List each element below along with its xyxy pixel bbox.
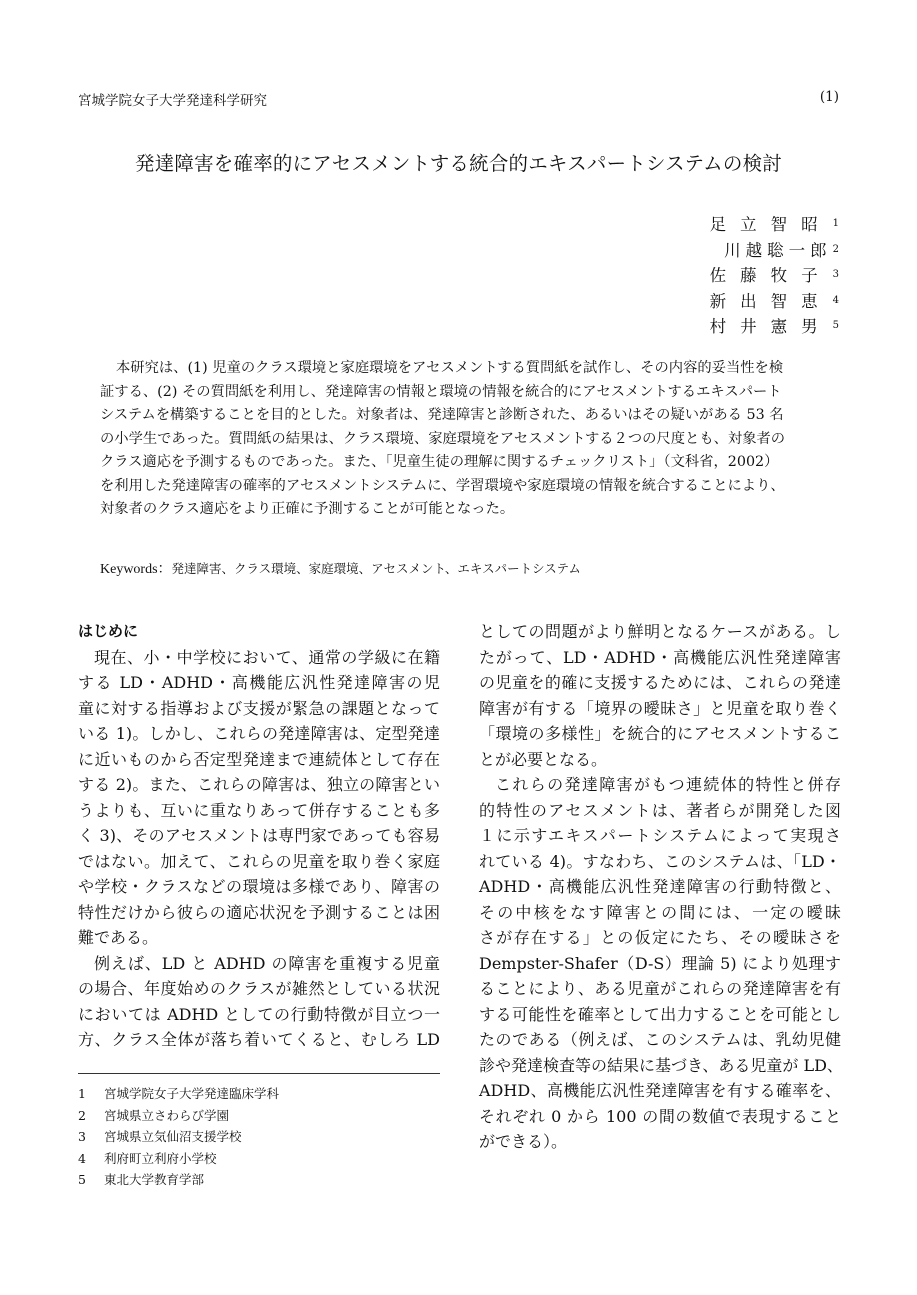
footnote-number: 4	[78, 1150, 86, 1166]
abstract-line: の小学生であった。質問紙の結果は、クラス環境、家庭環境をアセスメントする２つの尺度とも、対象者の	[100, 430, 786, 447]
footnote-text: 利府町立利府小学校	[104, 1150, 217, 1166]
footnotes	[78, 1083, 279, 1191]
body-line: する 2)。また、これらの障害は、独立の障害とい	[78, 775, 440, 794]
body-line: の場合、年度始めのクラスが雑然としている状況	[78, 979, 440, 998]
footnote-number: 3	[78, 1129, 86, 1144]
footnote	[78, 1083, 279, 1105]
body-line: これらの発達障害がもつ連続体的特性と併存	[495, 775, 841, 794]
body-line: 例えば、LD と ADHD の障害を重複する児童	[94, 953, 440, 973]
page-number: (1)	[819, 89, 839, 105]
body-column-left	[78, 619, 440, 1053]
footnote	[78, 1169, 279, 1191]
body-line: としての問題がより鮮明となるケースがある。し	[479, 622, 841, 641]
body-line: 難である。	[78, 928, 159, 947]
body-line: 障害が有する「境界の曖昧さ」と児童を取り巻く	[479, 698, 841, 718]
body-line: の児童を的確に支援するためには、これらの発達	[479, 673, 841, 692]
body-line: ができる）。	[479, 1132, 568, 1151]
author-name: 川越聡一郎	[724, 240, 832, 260]
body-line: 的特性のアセスメントは、著者らが開発した図	[479, 800, 841, 820]
author-name: 足立智昭	[709, 215, 832, 234]
body-line: 診や発達検査等の結果に基づき、ある児童が LD、	[479, 1055, 843, 1075]
author-affiliation-mark: 3	[832, 269, 839, 280]
section-heading: はじめに	[78, 622, 139, 640]
footnote	[78, 1126, 279, 1148]
abstract-line: システムを構築することを目的とした。対象者は、発達障害と診断された、あるいはその疑いがある 53 名	[100, 407, 784, 423]
author-affiliation-mark: 2	[832, 243, 839, 255]
body-line: 現在、小・中学校において、通常の学級に在籍	[94, 647, 440, 667]
footnote	[78, 1148, 279, 1170]
author-3	[710, 263, 839, 289]
author-affiliation-mark: 5	[832, 320, 839, 331]
keywords	[100, 558, 581, 578]
body-line: Dempster-Shafer（D-S）理論 5) により処理す	[479, 953, 841, 973]
author-4	[710, 289, 839, 315]
body-column-right	[479, 619, 841, 1155]
abstract-line: 本研究は、(1) 児童のクラス環境と家庭環境をアセスメントする質問紙を試作し、その内容的妥当性を検	[116, 360, 784, 376]
footnote-number: 1	[78, 1086, 86, 1101]
author-list	[710, 212, 839, 340]
body-line: ADHD・高機能広汎性発達障害の行動特徴と、	[479, 877, 841, 896]
body-line: 特性だけから彼らの適応状況を予測することは困	[78, 902, 440, 922]
author-name: 新出智恵	[709, 291, 832, 311]
body-line: その中核をなす障害との間には、一定の曖昧	[479, 902, 841, 922]
footnote-number: 2	[78, 1107, 86, 1123]
body-line: １に示すエキスパートシステムによって実現さ	[479, 826, 841, 845]
abstract-line: 証する、(2) その質問紙を利用し、発達障害の情報と環境の情報を統合的にアセスメントするエキスパート	[100, 383, 782, 400]
author-affiliation-mark: 4	[832, 294, 839, 306]
body-line: うよりも、互いに重なりあって併存することも多	[78, 800, 440, 820]
body-line: ADHD、高機能広汎性発達障害を有する確率を、	[479, 1081, 841, 1100]
footnote-text: 宮城県立さわらび学園	[104, 1107, 230, 1123]
body-line: ることにより、ある児童がこれらの発達障害を有	[479, 979, 841, 998]
abstract	[100, 357, 840, 522]
author-1	[710, 212, 839, 238]
body-line: いる 1)。しかし、これらの発達障害は、定型発達	[78, 724, 440, 743]
footnote-number: 5	[78, 1172, 86, 1187]
author-name: 佐藤牧子	[709, 266, 832, 285]
body-line: 童に対する指導および支援が緊急の課題となって	[78, 698, 440, 718]
abstract-line: 対象者のクラス適応をより正確に予測することが可能となった。	[100, 501, 515, 517]
footnote-text: 東北大学教育学部	[104, 1172, 205, 1187]
abstract-line: を利用した発達障害の確率的アセスメントシステムに、学習環境や家庭環境の情報を統合することにより、	[100, 477, 785, 494]
author-name: 村井憲男	[709, 317, 832, 336]
paper-title: 発達障害を確率的にアセスメントする統合的エキスパートシステムの検討	[135, 152, 782, 175]
body-line: に近いものから否定型発達まで連続体として存在	[78, 749, 440, 769]
body-line: れている 4)。すなわち、このシステムは、「LD・	[479, 851, 841, 871]
body-line: とが必要となる。	[479, 749, 608, 769]
body-line: ではない。加えて、これらの児童を取り巻く家庭	[78, 851, 440, 871]
body-line: や学校・クラスなどの環境は多様であり、障害の	[78, 877, 440, 896]
body-line: 方、クラス全体が落ち着いてくると、むしろ LD	[78, 1030, 440, 1049]
body-line: それぞれ 0 から 100 の間の数値で表現すること	[479, 1106, 841, 1126]
journal-name: 宮城学院女子大学発達科学研究	[78, 93, 267, 109]
footnote-divider	[78, 1073, 440, 1074]
body-line: する LD・ADHD・高機能広汎性発達障害の児	[78, 673, 440, 692]
body-line: においては ADHD としての行動特徴が目立つ一	[78, 1004, 440, 1024]
body-line: たがって、LD・ADHD・高機能広汎性発達障害	[479, 647, 841, 667]
author-5	[710, 314, 839, 340]
author-affiliation-mark: 1	[832, 218, 839, 229]
author-2	[710, 238, 839, 264]
keywords-list: 発達障害、クラス環境、家庭環境、アセスメント、エキスパートシステム	[171, 561, 581, 576]
body-line: 「環境の多様性」を統合的にアセスメントするこ	[479, 724, 841, 743]
body-line: する可能性を確率として出力することを可能とし	[479, 1004, 841, 1024]
body-line: く 3)、そのアセスメントは専門家であっても容易	[78, 826, 440, 845]
body-line: さが存在する」との仮定にたち、その曖昧さを	[479, 928, 841, 947]
abstract-line: クラス適応を予測するものであった。また、「児童生徒の理解に関するチェックリスト」（文科省，2002）	[100, 454, 779, 470]
footnote	[78, 1105, 279, 1127]
footnote-text: 宮城学院女子大学発達臨床学科	[104, 1086, 280, 1101]
body-line: たのである（例えば、このシステムは、乳幼児健	[479, 1030, 841, 1049]
footnote-text: 宮城県立気仙沼支援学校	[104, 1129, 242, 1144]
keywords-label: Keywords：	[100, 562, 172, 577]
